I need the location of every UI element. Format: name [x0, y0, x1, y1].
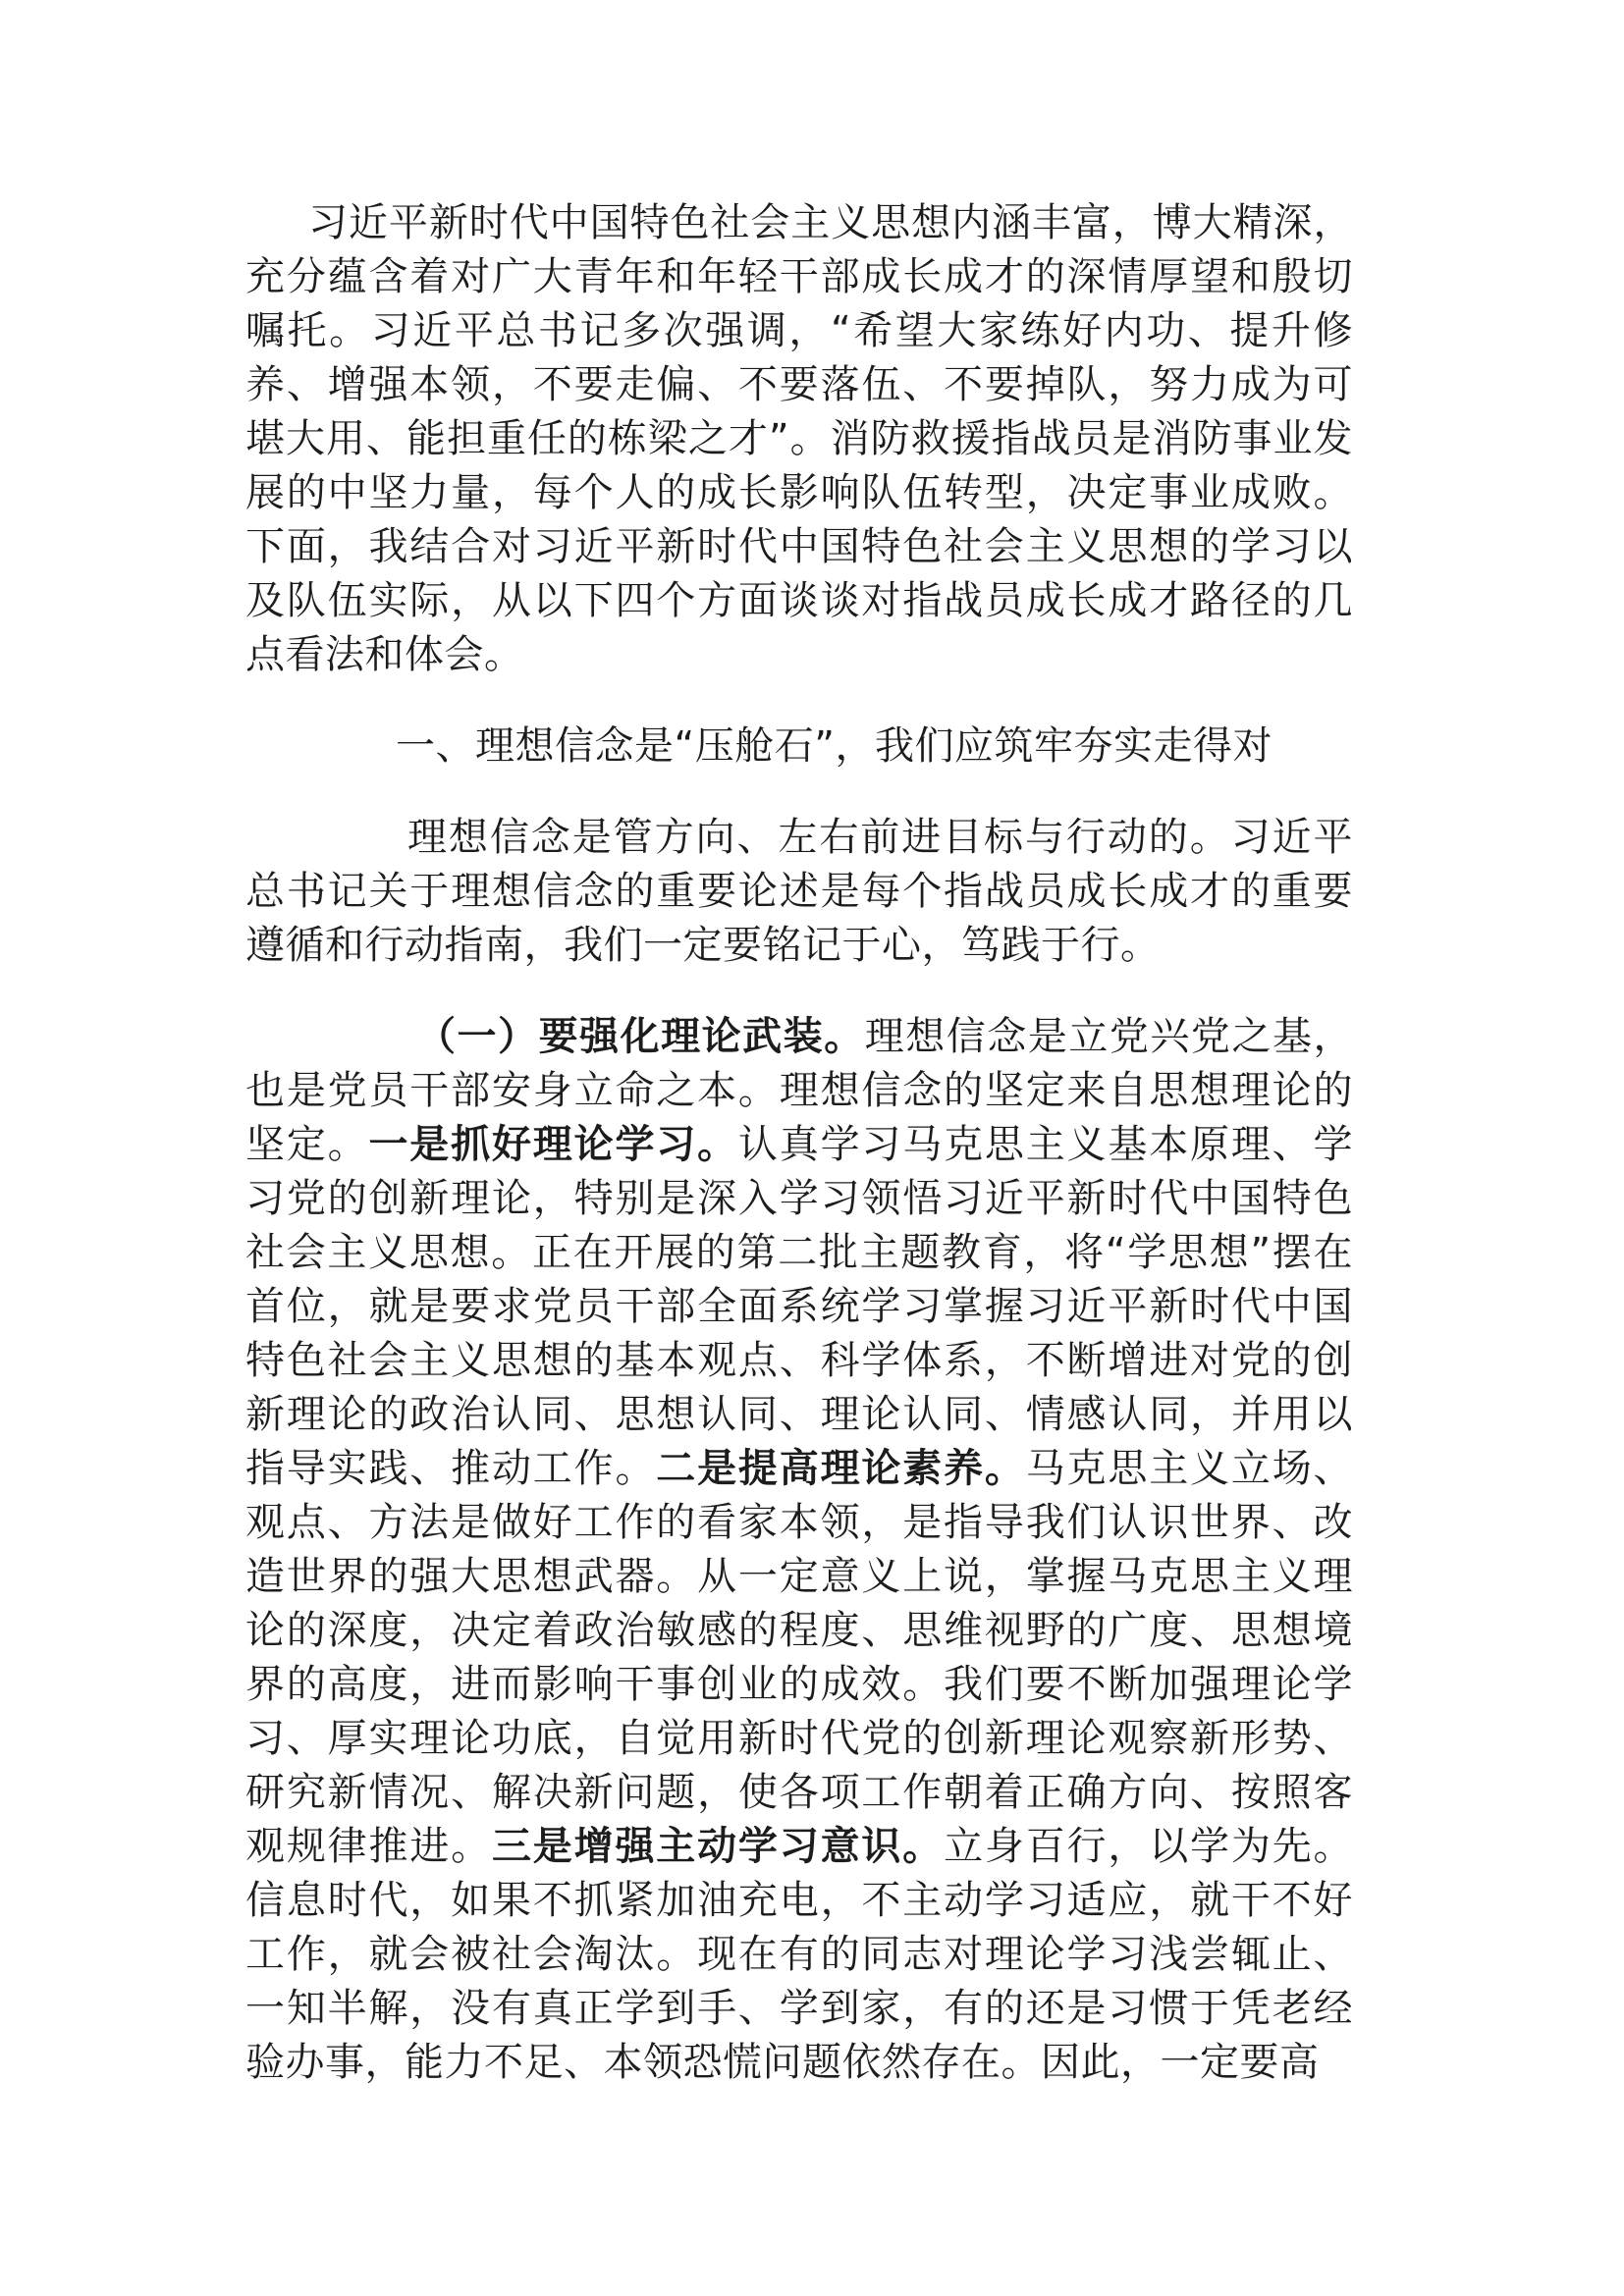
section-heading-1 [245, 720, 1353, 774]
intro-paragraph [245, 196, 1353, 682]
paragraph [245, 1010, 1353, 2090]
text-run: 理想信念是管方向、左右前进目标与行动的。习近平总书记关于理想信念的重要论述是每个指战员成长成才的重要遵循和行动指南，我们一定要铭记于心，笃践于行。 [245, 815, 1353, 968]
text-run: 认真学习马克思主义基本原理、学习党的创新理论，特别是深入学习领悟习近平新时代中国特色社会主义思想。正在开展的第二批主题教育，将“学思想”摆在首位，就是要求党员干部全面系统学习掌握习近平新时代中国特色社会主义思想的基本观点、科学体系，不断增进对党的创新理论的政治认同、思想认同、理论认同、情感认同，并用以指导实践、推动工作。 [245, 1122, 1354, 1491]
bold-text-run: 二是提高理论素养。 [656, 1446, 1026, 1491]
text-run: 习近平新时代中国特色社会主义思想内涵丰富，博大精深，充分蕴含着对广大青年和年轻干部成长成才的深情厚望和殷切嘱托。习近平总书记多次强调，“希望大家练好内功、提升修养、增强本领，不要走偏、不要落伍、不要掉队，努力成为可堪大用、能担重任的栋梁之才”。消防救援指战员是消防事业发展的中坚力量，每个人的成长影响队伍转型，决定事业成败。下面，我结合对习近平新时代中国特色社会主义思想的学习以及队伍实际，从以下四个方面谈谈对指战员成长成才路径的几点看法和体会。 [245, 200, 1353, 677]
document-body [245, 196, 1353, 2127]
text-run: 马克思主义立场、观点、方法是做好工作的看家本领，是指导我们认识世界、改造世界的强大思想武器。从一定意义上说，掌握马克思主义理论的深度，决定着政治敏感的程度、思维视野的广度、思想境界的高度，进而影响干事创业的成效。我们要不断加强理论学习、厚实理论功底，自觉用新时代党的创新理论观察新形势、研究新情况、解决新问题，使各项工作朝着正确方向、按照客观规律推进。 [245, 1446, 1354, 1869]
bold-text-run: （一）要强化理论武装。 [416, 1014, 865, 1059]
text-run: 立身百行，以学为先。信息时代，如果不抓紧加油充电，不主动学习适应，就干不好工作，就会被社会淘汰。现在有的同志对理论学习浅尝辄止、一知半解，没有真正学到手、学到家，有的还是习惯于凭老经验办事，能力不足、本领恐慌问题依然存在。因此，一定要高 [245, 1824, 1354, 2085]
bold-text-run: 一是抓好理论学习。 [368, 1122, 738, 1167]
text-run: 一、理想信念是“压舱石”，我们应筑牢夯实走得对 [396, 723, 1272, 769]
text-run: 理想信念是立党兴党之基，也是党员干部安身立命之本。理想信念的坚定来自思想理论的坚定。 [245, 1014, 1353, 1167]
paragraph [245, 811, 1353, 973]
bold-text-run: 三是增强主动学习意识。 [491, 1824, 945, 1869]
